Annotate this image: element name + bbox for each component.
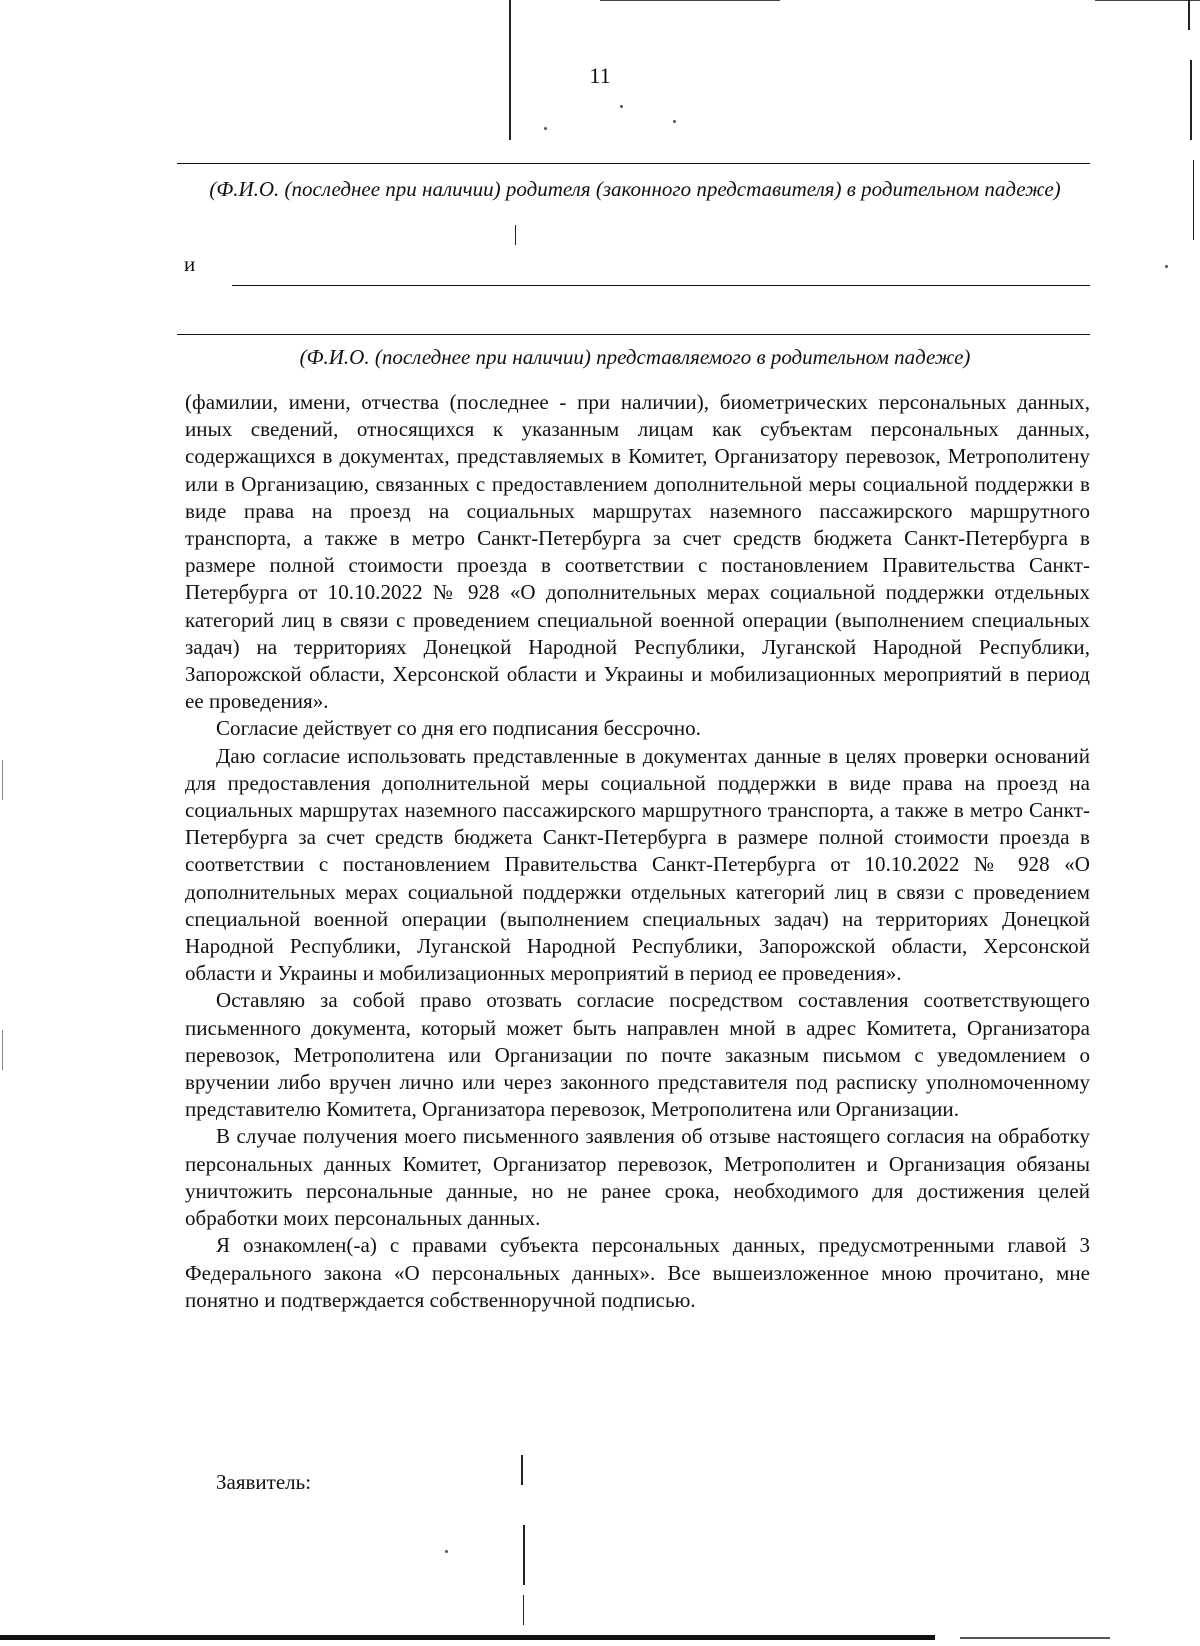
parent-name-caption: (Ф.И.О. (последнее при наличии) родителя (законного представителя) в родительном падеже) bbox=[209, 177, 1061, 201]
scan-artifact-line bbox=[523, 1595, 524, 1625]
applicant-label: Заявитель: bbox=[216, 1470, 312, 1494]
scan-bottom-edge bbox=[960, 1637, 1110, 1639]
consent-paragraph-validity: Согласие действует со дня его подписания бессрочно. bbox=[216, 716, 701, 741]
scan-artifact-dot bbox=[544, 127, 547, 130]
scan-artifact-dot bbox=[620, 105, 623, 108]
consent-body bbox=[185, 389, 1090, 1314]
consent-paragraph-scope: (фамилии, имени, отчества (последнее - при наличии), биометрических персональных данных, иных сведений, относящихся к указанным лицам как субъектам персональных данных, содержащихся в документах, представляемых в Комитет, Организатору перевозок, Метрополитену или в Организацию, связанных с предоставлением дополнительной меры социальной поддержки в виде права на проезд на социальных маршрутах наземного пассажирского маршрутного транспорта, а также в метро Санкт-Петербурга за счет средств бюджета Санкт-Петербурга в размере полной стоимости проезда в соответствии с постановлением Правительства Санкт-Петербурга от 10.10.2022 № 928 «О дополнительных мерах социальной поддержки отдельных категорий лиц в связи с проведением специальной военной операции (выполнением специальных задач) на территориях Донецкой Народной Республики, Луганской Народной Республики, Запорожской области, Херсонской области и Украины и мобилизационных мероприятий в период ее проведения». bbox=[185, 390, 1090, 714]
page-number: 11 bbox=[589, 63, 611, 88]
scan-artifact-line bbox=[521, 1455, 523, 1485]
scan-artifact-dot bbox=[1165, 265, 1168, 268]
consent-paragraph-destruction: В случае получения моего письменного заявления об отзыве настоящего согласия на обработку персональных данных Комитет, Организатор перевозок, Метрополитен и Организация обязаны уничтожить персональные данные, но не ранее срока, необходимого для достижения целей обработки моих персональных данных. bbox=[185, 1124, 1090, 1231]
scan-artifact-line bbox=[1188, 0, 1190, 30]
scan-artifact-dot bbox=[445, 1550, 448, 1553]
parent-name-fill-line bbox=[177, 163, 1090, 164]
consent-paragraph-usage: Даю согласие использовать представленные в документах данные в целях проверки оснований для предоставления дополнительной меры социальной поддержки в виде права на проезд на социальных маршрутах наземного пассажирского маршрутного транспорта, а также в метро Санкт-Петербурга за счет средств бюджета Санкт-Петербурга в размере полной стоимости проезда в соответствии с постановлением Правительства Санкт-Петербурга от 10.10.2022 № 928 «О дополнительных мерах социальной поддержки отдельных категорий лиц в связи с проведением специальной военной операции (выполнением специальных задач) на территориях Донецкой Народной Республики, Луганской Народной Республики, Запорожской области, Херсонской области и Украины и мобилизационных мероприятий в период ее проведения». bbox=[185, 743, 1090, 986]
consent-paragraph-acknowledgement: Я ознакомлен(-а) с правами субъекта персональных данных, предусмотренными главой 3 Федерального закона «О персональных данных». Все вышеизложенное мною прочитано, мне понятно и подтверждается собственноручной подписью. bbox=[185, 1233, 1090, 1312]
scan-artifact-line bbox=[523, 1525, 525, 1585]
conjunction-and: и bbox=[184, 252, 196, 276]
scan-artifact-line bbox=[600, 0, 780, 1]
represented-name-fill-line-1 bbox=[232, 285, 1090, 286]
consent-paragraph-withdrawal: Оставляю за собой право отозвать согласие посредством составления соответствующего письменного документа, который может быть направлен мной в адрес Комитета, Организатора перевозок, Метрополитена или Организации по почте заказным письмом с уведомлением о вручении либо вручен лично или через законного представителя под расписку уполномоченному представителю Комитета, Организатора перевозок, Метрополитена или Организации. bbox=[185, 988, 1090, 1122]
represented-name-fill-line-2 bbox=[177, 334, 1090, 335]
scan-artifact-line bbox=[1193, 160, 1194, 240]
scan-artifact-dot bbox=[673, 120, 676, 123]
scan-artifact-line bbox=[1095, 0, 1200, 1]
scan-artifact-line bbox=[515, 225, 516, 245]
scan-bottom-edge bbox=[0, 1635, 935, 1640]
represented-name-caption: (Ф.И.О. (последнее при наличии) представляемого в родительном падеже) bbox=[299, 345, 971, 369]
scan-artifact-line bbox=[2, 1030, 3, 1070]
scan-artifact-line bbox=[2, 760, 3, 800]
